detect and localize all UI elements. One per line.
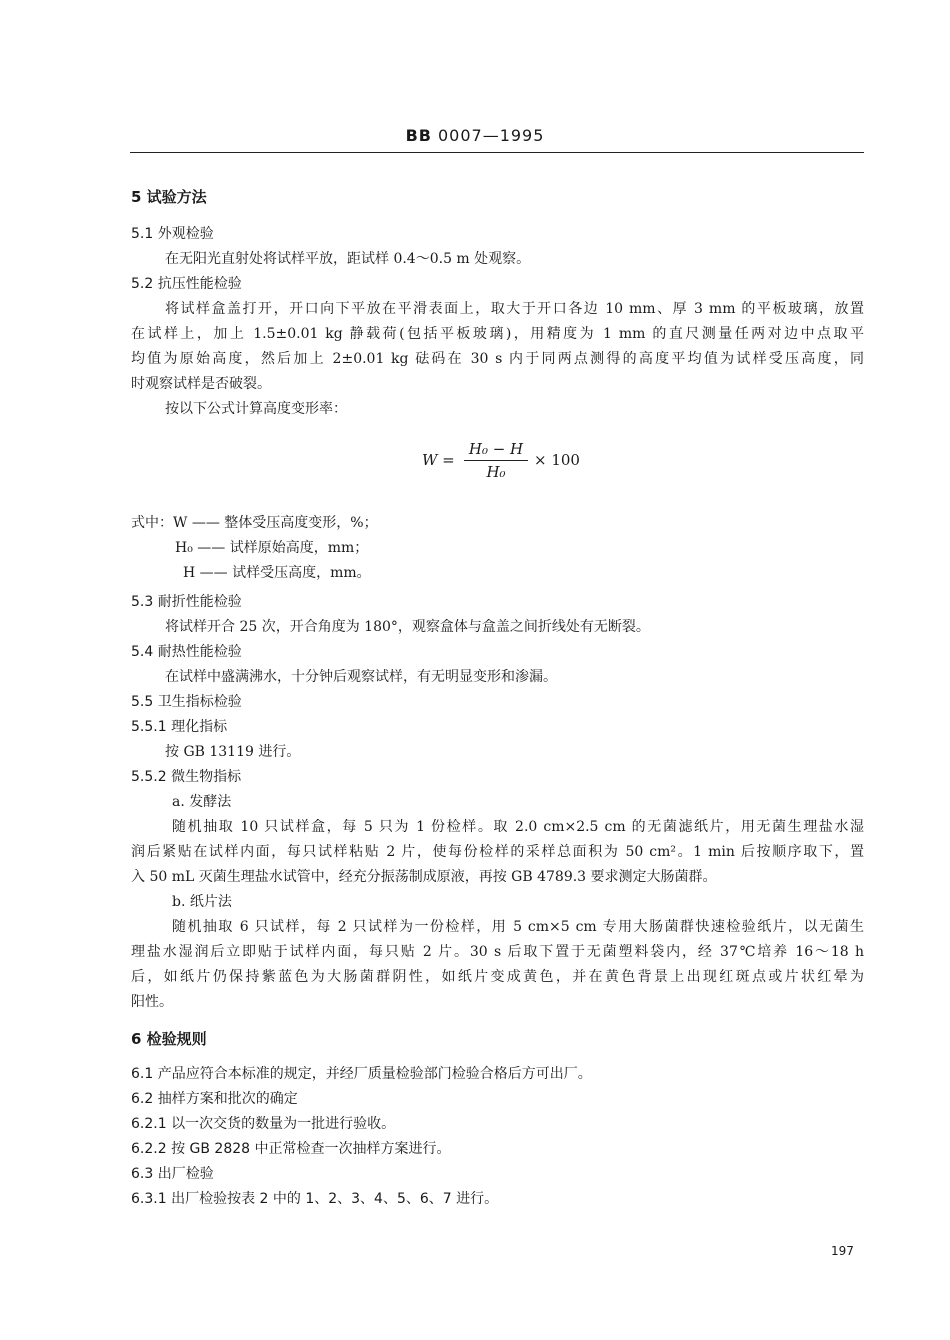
page-number: 197 xyxy=(831,1244,854,1258)
formula-multiplier: × 100 xyxy=(534,451,580,469)
section-5-5-1-text: 按 GB 13119 进行。 xyxy=(165,744,301,760)
section-5-3-text: 将试样开合 25 次，开合角度为 180°，观察盒体与盒盖之间折线处有无断裂。 xyxy=(165,619,650,635)
document-code-header xyxy=(0,126,950,145)
header-rule xyxy=(130,152,864,153)
section-6-2-2: 6.2.2 按 GB 2828 中正常检查一次抽样方案进行。 xyxy=(131,1141,451,1157)
section-6-2-1: 6.2.1 以一次交货的数量为一批进行验收。 xyxy=(131,1116,396,1132)
method-b-line: 理盐水湿润后立即贴于试样内面，每只贴 2 片。30 s 后取下置于无菌塑料袋内，经 37℃培养 16～18 h xyxy=(131,944,864,960)
section-5-5-title: 5.5 卫生指标检验 xyxy=(131,694,242,710)
method-b-line: 随机抽取 6 只试样，每 2 只试样为一份检样，用 5 cm×5 cm 专用大肠菌群快速检验纸片，以无菌生 xyxy=(172,919,864,935)
method-a-line: 入 50 mL 灭菌生理盐水试管中，经充分振荡制成原液，再按 GB 4789.3 要求测定大肠菌群。 xyxy=(131,869,717,885)
formula-lhs xyxy=(422,451,455,469)
code-number: 0007—1995 xyxy=(437,126,545,145)
section-6-2: 6.2 抽样方案和批次的确定 xyxy=(131,1091,298,1107)
method-b-line: 后，如纸片仍保持紫蓝色为大肠菌群阴性，如纸片变成黄色，并在黄色背景上出现红斑点或片状红晕为 xyxy=(131,969,864,985)
section-6-3-1: 6.3.1 出厂检验按表 2 中的 1、2、3、4、5、6、7 进行。 xyxy=(131,1191,499,1207)
section-5-2-para-line: 均值为原始高度，然后加上 2±0.01 kg 砝码在 30 s 内于同两点测得的高度平均值为试样受压高度，同 xyxy=(131,351,864,367)
section-5-5-2-title: 5.5.2 微生物指标 xyxy=(131,769,242,785)
section-5-2-para-line: 将试样盒盖打开，开口向下平放在平滑表面上，取大于开口各边 10 mm、厚 3 mm 的平板玻璃，放置 xyxy=(165,301,864,317)
fraction-bar xyxy=(464,460,528,461)
where-line: H₀ —— 试样原始高度，mm； xyxy=(175,540,369,556)
method-b-line: 阳性。 xyxy=(131,994,173,1010)
formula-denominator: H₀ xyxy=(486,463,506,481)
formula-intro: 按以下公式计算高度变形率： xyxy=(165,401,347,417)
section-5-title: 5 试验方法 xyxy=(131,188,207,206)
section-5-2-para-line: 在试样上，加上 1.5±0.01 kg 静载荷(包括平板玻璃)，用精度为 1 mm 的直尺测量任两对边中点取平 xyxy=(131,326,864,342)
section-5-3-title: 5.3 耐折性能检验 xyxy=(131,594,242,610)
where-line: H —— 试样受压高度，mm。 xyxy=(183,565,371,581)
section-6-3: 6.3 出厂检验 xyxy=(131,1166,214,1182)
section-5-2-para-line: 时观察试样是否破裂。 xyxy=(131,376,271,392)
method-a-title: a. 发酵法 xyxy=(172,794,232,810)
section-5-2-title: 5.2 抗压性能检验 xyxy=(131,276,242,292)
method-a-line: 润后紧贴在试样内面，每只试样粘贴 2 片，使每份检样的采样总面积为 50 cm²。1 min 后按顺序取下，置 xyxy=(131,844,864,860)
section-5-4-text: 在试样中盛满沸水，十分钟后观察试样，有无明显变形和渗漏。 xyxy=(165,669,557,685)
formula-fraction xyxy=(464,440,528,481)
method-b-title: b. 纸片法 xyxy=(172,894,232,910)
section-5-5-1-title: 5.5.1 理化指标 xyxy=(131,719,228,735)
formula-lhs-text: W = xyxy=(422,451,455,469)
where-line: 式中：W —— 整体受压高度变形，%； xyxy=(131,515,378,531)
section-6-1: 6.1 产品应符合本标准的规定，并经厂质量检验部门检验合格后方可出厂。 xyxy=(131,1066,592,1082)
method-a-line: 随机抽取 10 只试样盒，每 5 只为 1 份检样。取 2.0 cm×2.5 cm 的无菌滤纸片，用无菌生理盐水湿 xyxy=(172,819,864,835)
section-5-1-text: 在无阳光直射处将试样平放，距试样 0.4～0.5 m 处观察。 xyxy=(165,251,531,267)
section-5-1-title: 5.1 外观检验 xyxy=(131,226,214,242)
section-6-title: 6 检验规则 xyxy=(131,1030,207,1048)
section-5-4-title: 5.4 耐热性能检验 xyxy=(131,644,242,660)
formula-numerator: H₀ − H xyxy=(468,440,524,458)
code-prefix: BB xyxy=(405,126,432,145)
